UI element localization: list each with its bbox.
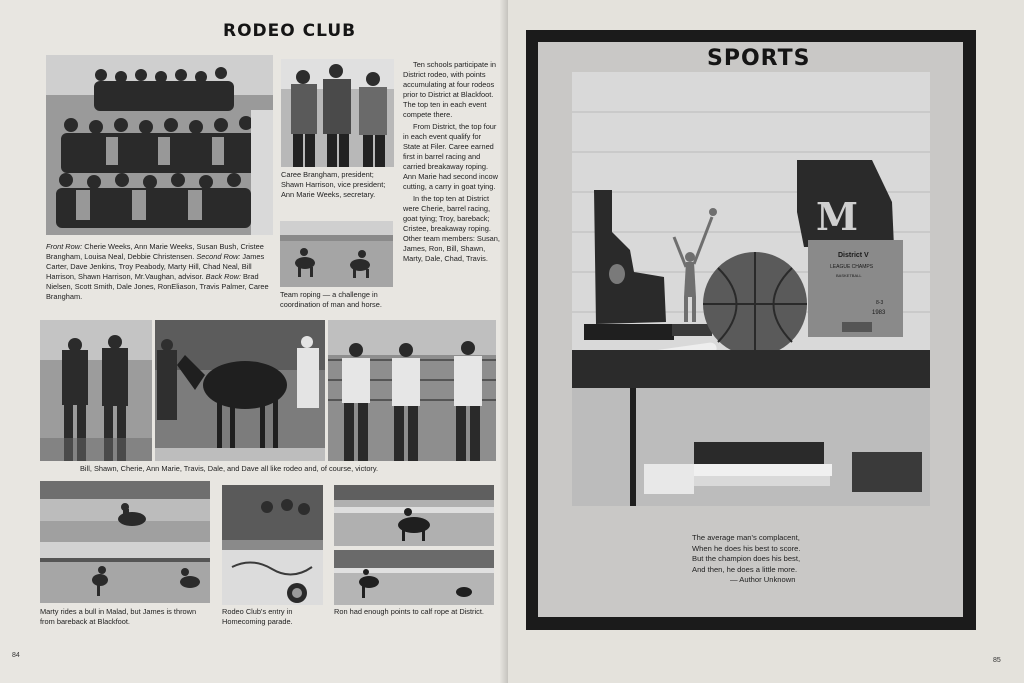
- body-paragraph: From District, the top four in each event qualify for State at Filer. Caree earned first in barrel racing and carried breakaway roping. Ann Marie had second incow cutting, a carry in goat tying.: [403, 122, 498, 191]
- rodeo-club-title: RODEO CLUB: [223, 21, 357, 41]
- plaque-line5: 1983: [872, 310, 886, 316]
- left-page-number: 84: [12, 652, 20, 659]
- body-paragraph: In the top ten at District were Cherie, barrel racing, goat tying; Troy, bareback; Cristee, breakaway roping. Other team members: Susan, James, Ron, Bill, Shawn, Marty, Dale, Chad, Travis.: [403, 194, 500, 263]
- bull-ride-caption: Marty rides a bull in Malad, but James is thrown from bareback at Blackfoot.: [40, 607, 197, 626]
- second-row-label: Second Row:: [196, 252, 241, 261]
- poem-line: And then, he does a little more.: [692, 564, 798, 574]
- calf-rope-photo-2: [334, 550, 494, 605]
- plaque-line2: LEAGUE CHAMPS: [830, 264, 874, 270]
- officers-photo: [281, 59, 394, 167]
- calf-rope-photo: [334, 485, 494, 546]
- trophy-plaque: [808, 194, 903, 337]
- poem-line: When he does his best to score.: [692, 543, 801, 553]
- homecoming-parade-photo: [222, 485, 323, 605]
- second-row-names: James Carter, Dave Jenkins, Troy Peabody, Marty Hill, Chad Neal, Bill Harrison, Shawn Harrison, Mr.Vaughan, advisor.: [46, 252, 265, 281]
- team-roping-photo: [280, 221, 393, 287]
- front-row-label: Front Row:: [46, 242, 83, 251]
- sports-poem: [660, 533, 860, 586]
- bill-shawn-photo: [40, 320, 152, 461]
- front-row-names: Cherie Weeks, Ann Marie Weeks, Susan Bush, Cristee Brangham, Louisa Neal, Debbie Christensen.: [46, 242, 264, 261]
- plaque-line3: BASKETBALL: [836, 273, 862, 278]
- three-riders-photo: [328, 320, 496, 461]
- back-row-label: Back Row:: [205, 272, 241, 281]
- bareback-photo: [40, 542, 210, 603]
- cherie-horse-photo: [155, 320, 325, 461]
- plaque-line1: District V: [838, 252, 869, 259]
- calf-rope-caption: Ron had enough points to calf rope at District.: [334, 607, 484, 616]
- left-page: [0, 0, 508, 683]
- team-roping-caption: Team roping — a challenge in coordination of man and horse.: [280, 290, 382, 309]
- bull-ride-photo: [40, 481, 210, 542]
- group-photo: [46, 55, 273, 235]
- poem-line: The average man's complacent,: [692, 533, 800, 542]
- homecoming-parade-caption: Rodeo Club's entry in Homecoming parade.: [222, 607, 293, 626]
- plaque-letter: M: [816, 194, 859, 239]
- back-row-names: Brad Nielsen, Scott Smith, Dale Jones, RonEliason, Travis Palmer, Caree Brangham.: [46, 272, 269, 301]
- plaque-line4: 8-3: [876, 300, 884, 306]
- rodeo-body-text: [403, 60, 500, 266]
- riders-row-caption: Bill, Shawn, Cherie, Ann Marie, Travis, Dale, and Dave all like rodeo and, of course, victory.: [80, 464, 379, 473]
- group-photo-caption: [46, 242, 276, 302]
- poem-line: But the champion does his best,: [692, 554, 801, 563]
- officers-caption: Caree Brangham, president; Shawn Harrison, vice president; Ann Marie Weeks, secretary.: [281, 170, 386, 199]
- right-page-number: 85: [993, 657, 1001, 664]
- poem-author: — Author Unknown: [730, 575, 796, 584]
- body-paragraph: Ten schools participate in District rodeo, with points accumulating at four rodeos prior to District at Blackfoot. The top ten in each event compete there.: [403, 60, 496, 119]
- sports-title: SPORTS: [707, 46, 811, 71]
